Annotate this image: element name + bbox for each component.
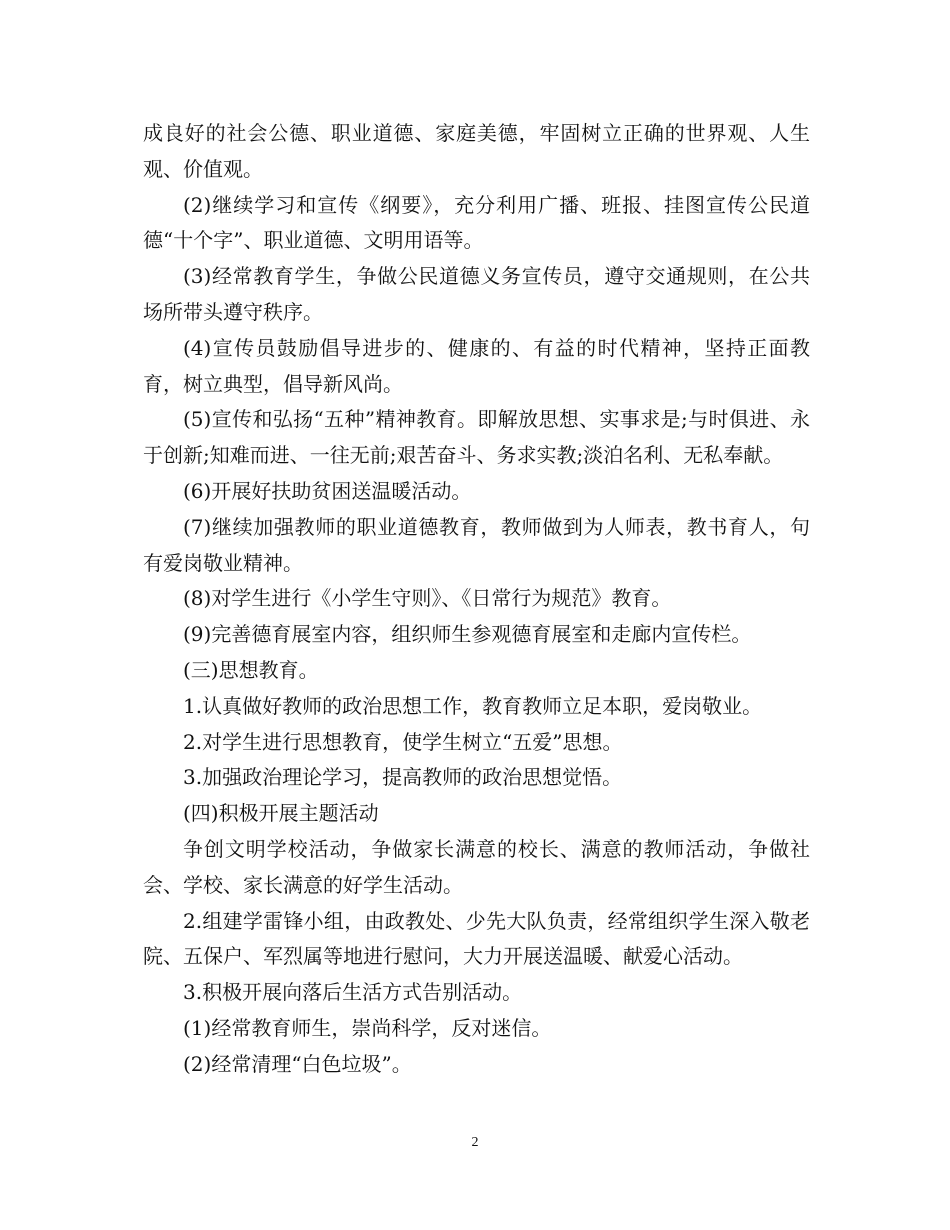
- paragraph: (5)宣传和弘扬“五种”精神教育。即解放思想、实事求是;与时俱进、永于创新;知难而进、一往无前;艰苦奋斗、务求实教;淡泊名利、无私奉献。: [143, 407, 810, 468]
- paragraph: (6)开展好扶助贫困送温暖活动。: [183, 478, 472, 503]
- paragraph: (9)完善德育展室内容，组织师生参观德育展室和走廊内宣传栏。: [183, 622, 752, 647]
- paragraph: (8)对学生进行《小学生守则》、《日常行为规范》教育。: [183, 586, 672, 611]
- document-body: [143, 116, 810, 1083]
- paragraph: (4)宣传员鼓励倡导进步的、健康的、有益的时代精神，坚持正面教育，树立典型，倡导新风尚。: [143, 335, 810, 396]
- paragraph: (1)经常教育师生，崇尚科学，反对迷信。: [183, 1015, 552, 1040]
- paragraph: 2.组建学雷锋小组，由政教处、少先大队负责，经常组织学生深入敬老院、五保户、军烈属等地进行慰问，大力开展送温暖、献爱心活动。: [143, 908, 810, 969]
- paragraph-continuation: 成良好的社会公德、职业道德、家庭美德，牢固树立正确的世界观、人生观、价值观。: [143, 121, 810, 181]
- paragraph: 3.加强政治理论学习，提高教师的政治思想觉悟。: [183, 765, 623, 790]
- paragraph: 争创文明学校活动，争做家长满意的校长、满意的教师活动，争做社会、学校、家长满意的好学生活动。: [143, 836, 810, 897]
- paragraph: (7)继续加强教师的职业道德教育，教师做到为人师表，教书育人，句有爱岗敬业精神。: [143, 514, 810, 575]
- paragraph: 2.对学生进行思想教育，使学生树立“五爱”思想。: [183, 729, 623, 754]
- paragraph: (2)经常清理“白色垃圾”。: [183, 1051, 412, 1076]
- paragraph: (3)经常教育学生，争做公民道德义务宣传员，遵守交通规则，在公共场所带头遵守秩序。: [143, 264, 810, 324]
- page-number: 2: [471, 1135, 479, 1150]
- section-heading: (四)积极开展主题活动: [183, 801, 379, 826]
- paragraph: 3.积极开展向落后生活方式告别活动。: [183, 980, 523, 1005]
- paragraph: (2)继续学习和宣传《纲要》，充分利用广播、班报、挂图宣传公民道德“十个字”、职业道德、文明用语等。: [143, 192, 810, 253]
- section-heading: (三)思想教育。: [183, 657, 319, 682]
- paragraph: 1.认真做好教师的政治思想工作，教育教师立足本职，爱岗敬业。: [183, 693, 763, 718]
